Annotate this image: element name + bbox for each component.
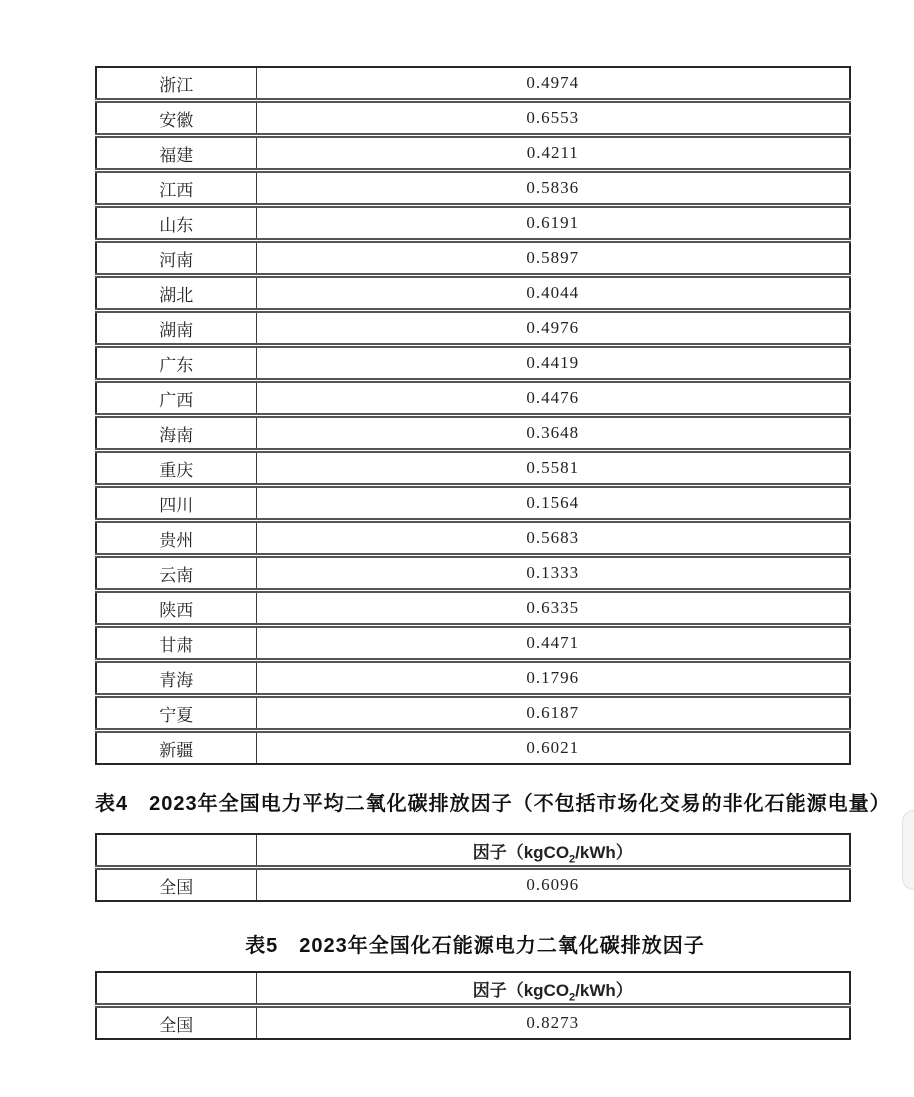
factor-value-cell: 0.5836 (256, 171, 850, 206)
table-row (96, 731, 850, 765)
factor-value-cell: 0.4476 (256, 381, 850, 416)
table-header-row (96, 834, 850, 868)
table-row (96, 486, 850, 521)
co2-subscript: 2 (569, 852, 576, 865)
factor-value-cell: 0.1333 (256, 556, 850, 591)
region-cell: 浙江 (96, 67, 256, 101)
table-row (96, 381, 850, 416)
region-cell: 陕西 (96, 591, 256, 626)
table-row (96, 661, 850, 696)
region-cell: 广西 (96, 381, 256, 416)
region-cell: 山东 (96, 206, 256, 241)
region-cell: 甘肃 (96, 626, 256, 661)
factor-value-cell: 0.6191 (256, 206, 850, 241)
table-row (96, 696, 850, 731)
factor-value-cell: 0.6096 (256, 868, 850, 902)
factor-value-cell: 0.1796 (256, 661, 850, 696)
region-cell: 河南 (96, 241, 256, 276)
factor-value-cell: 0.6553 (256, 101, 850, 136)
table-row (96, 451, 850, 486)
table-row (96, 868, 850, 902)
factor-value-cell: 0.3648 (256, 416, 850, 451)
region-cell: 四川 (96, 486, 256, 521)
factor-column-header (256, 972, 850, 1006)
region-cell: 安徽 (96, 101, 256, 136)
region-cell: 江西 (96, 171, 256, 206)
factor-value-cell: 0.4471 (256, 626, 850, 661)
factor-header-unit: /kWh） (575, 980, 633, 1000)
factor-value-cell: 0.4419 (256, 346, 850, 381)
factor-header-text: 因子（kgCO (472, 980, 570, 1000)
region-cell: 福建 (96, 136, 256, 171)
factor-header-text: 因子（kgCO (472, 842, 570, 862)
factor-value-cell: 0.4044 (256, 276, 850, 311)
table-row (96, 346, 850, 381)
factor-value-cell: 0.5683 (256, 521, 850, 556)
factor-value-cell: 0.6187 (256, 696, 850, 731)
region-cell: 海南 (96, 416, 256, 451)
factor-value-cell: 0.4974 (256, 67, 850, 101)
table-row (96, 136, 850, 171)
factor-value-cell: 0.4211 (256, 136, 850, 171)
national-average-factor-table (95, 833, 851, 902)
table-row (96, 1006, 850, 1040)
table4-caption: 表4 2023年全国电力平均二氧化碳排放因子（不包括市场化交易的非化石能源电量） (95, 793, 891, 815)
table4-body (96, 834, 850, 901)
factor-value-cell: 0.8273 (256, 1006, 850, 1040)
region-cell: 全国 (96, 1006, 256, 1040)
region-cell: 全国 (96, 868, 256, 902)
factor-column-header (256, 834, 850, 868)
table-row (96, 626, 850, 661)
region-cell: 宁夏 (96, 696, 256, 731)
empty-header-cell (96, 834, 256, 868)
region-cell: 青海 (96, 661, 256, 696)
province-table-body (96, 67, 850, 764)
table-row (96, 171, 850, 206)
table-row (96, 521, 850, 556)
table-row (96, 206, 850, 241)
region-cell: 贵州 (96, 521, 256, 556)
table-row (96, 67, 850, 101)
factor-header-unit: /kWh） (575, 842, 633, 862)
table-row (96, 276, 850, 311)
table-row (96, 556, 850, 591)
factor-value-cell: 0.5581 (256, 451, 850, 486)
co2-subscript: 2 (569, 990, 576, 1003)
table-row (96, 241, 850, 276)
factor-value-cell: 0.4976 (256, 311, 850, 346)
factor-value-cell: 0.1564 (256, 486, 850, 521)
table5-caption: 表5 2023年全国化石能源电力二氧化碳排放因子 (245, 935, 705, 957)
vertical-scrollbar-thumb[interactable] (902, 810, 914, 890)
empty-header-cell (96, 972, 256, 1006)
province-emission-factor-table (95, 66, 851, 765)
factor-value-cell: 0.5897 (256, 241, 850, 276)
fossil-energy-factor-table (95, 971, 851, 1040)
region-cell: 湖南 (96, 311, 256, 346)
region-cell: 广东 (96, 346, 256, 381)
region-cell: 湖北 (96, 276, 256, 311)
factor-value-cell: 0.6021 (256, 731, 850, 765)
factor-value-cell: 0.6335 (256, 591, 850, 626)
table5-body (96, 972, 850, 1039)
region-cell: 新疆 (96, 731, 256, 765)
table-row (96, 311, 850, 346)
table-row (96, 416, 850, 451)
table-row (96, 591, 850, 626)
region-cell: 云南 (96, 556, 256, 591)
table-header-row (96, 972, 850, 1006)
table-row (96, 101, 850, 136)
region-cell: 重庆 (96, 451, 256, 486)
